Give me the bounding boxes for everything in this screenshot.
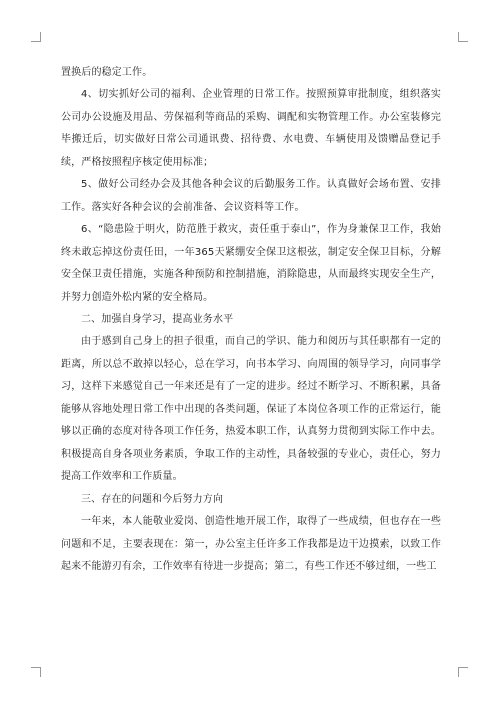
document-body [61, 62, 441, 578]
paragraph-item-6-security: 6、“隐患险于明火，防范胜于救灾，责任重于泰山”，作为身兼保卫工作，我始终未敢忘掉这份责任田，一年365天紧绷安全保卫这根弦，制定安全保卫目标，分解安全保卫责任措施，实施各种预防和控制措施，消除隐患，从而最终实现安全生产，并努力创造外松内紧的安全格局。 [61, 224, 441, 303]
crop-mark-bottom-right [458, 667, 468, 677]
section-heading-study: 二、加强自身学习，提高业务水平 [81, 313, 234, 325]
paragraph-item-4-welfare: 4、切实抓好公司的福利、企业管理的日常工作。按照预算审批制度，组织落实公司办公设施及用品、劳保福利等商品的采购、调配和实物管理工作。办公室装修完毕搬迁后，切实做好日常公司通讯费、招待费、水电费、车辆使用及馈赠品登记手续，严格按照程序核定使用标准； [61, 89, 441, 168]
section-heading-problems: 三、存在的问题和今后努力方向 [81, 493, 224, 505]
crop-mark-top-left [31, 32, 41, 42]
paragraph-study: 由于感到自己身上的担子很重，而自己的学识、能力和阅历与其任职都有一定的距离，所以总不敢掉以轻心，总在学习，向书本学习、向周围的领导学习，向同事学习，这样下来感觉自己一年来还是有了一定的进步。经过不断学习、不断积累，具备能够从容地处理日常工作中出现的各类问题，保证了本岗位各项工作的正常运行，能够以正确的态度对待各项工作任务，热爱本职工作，认真努力贯彻到实际工作中去。积极提高自身各项业务素质，争取工作的主动性，具备较强的专业心，责任心，努力提高工作效率和工作质量。 [61, 336, 441, 483]
paragraph-continuation: 置换后的稳定工作。 [61, 67, 153, 78]
paragraph-item-5-meetings: 5、做好公司经办会及其他各种会议的后勤服务工作。认真做好会场布置、安排工作。落实好各种会议的会前准备、会议资料等工作。 [61, 179, 441, 213]
paragraph-problems: 一年来，本人能敬业爱岗、创造性地开展工作，取得了一些成绩，但也存在一些问题和不足，主要表现在：第一，办公室主任许多工作我都是边干边摸索，以致工作起来不能游刃有余，工作效率有待进一步提高；第二，有些工作还不够过细，一些工 [61, 516, 441, 572]
crop-mark-bottom-left [31, 667, 41, 677]
crop-mark-top-right [458, 32, 468, 42]
